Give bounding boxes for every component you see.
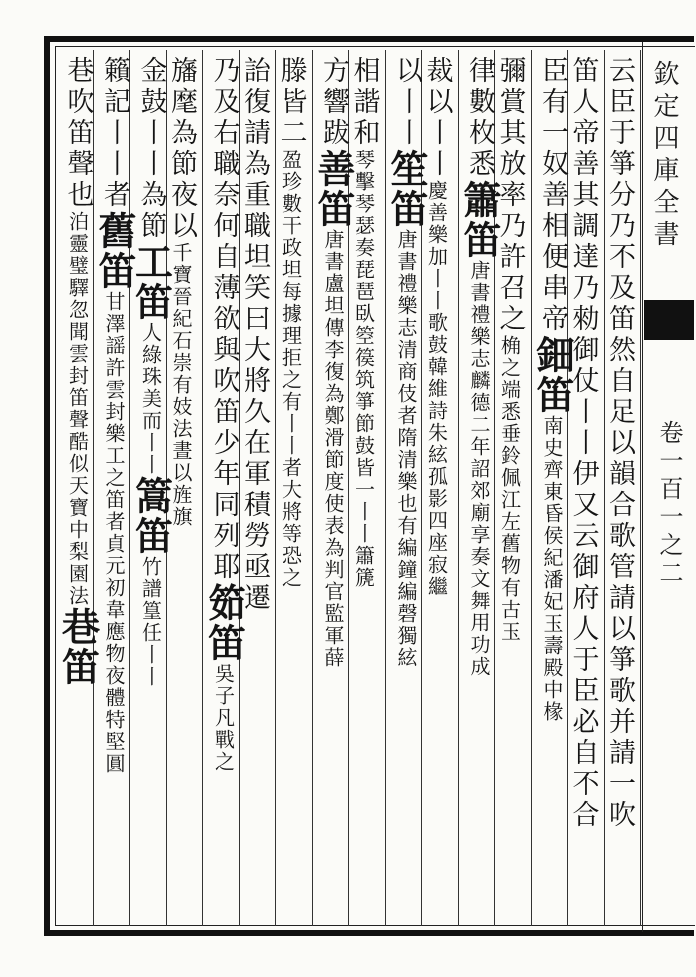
body-text: 臣有一奴善相便串帝 [537, 56, 568, 335]
text-column [494, 56, 526, 643]
margin-title: 欽定四庫全書 [649, 60, 679, 252]
entry-heading: 篙笛 [128, 476, 174, 556]
annotation-text: 人綠珠美而丨丨 [138, 322, 163, 476]
column-rule [640, 50, 641, 926]
annotation-text: 唐書盧坦傳李復為鄭滑節度使表為判官監軍薛 [321, 229, 345, 669]
entry-heading: 簫笛 [457, 180, 502, 260]
text-column [606, 56, 633, 831]
body-text: 笛人帝善其調達乃勑御仗丨丨伊又云御府人于臣必自不合 [567, 56, 599, 831]
body-text: 旛麾為節夜以 [166, 56, 197, 242]
body-text: 以丨丨 [391, 56, 422, 149]
body-text: 金鼓丨丨為節 [135, 56, 167, 242]
body-text: 籟記丨丨者 [99, 56, 130, 211]
column-rule [385, 50, 386, 926]
margin-volume-label: 卷一百一之二 [655, 420, 683, 588]
body-text: 律數枚悉 [464, 56, 495, 180]
text-column [421, 56, 453, 598]
entry-heading: 笙笛 [384, 149, 429, 229]
annotation-text: 吳子凡戰之 [211, 663, 236, 773]
text-column [311, 56, 356, 669]
column-rule [604, 50, 605, 926]
annotation-text: 唐書禮樂志麟德二年詔郊廟享奏文舞用功成 [467, 260, 491, 678]
entry-heading: 舊笛 [92, 211, 137, 291]
annotation-text: 甘澤謡許雲封樂工之笛者貞元初韋應物夜 [102, 291, 126, 687]
body-text: 裁以丨丨 [421, 56, 453, 180]
entry-heading: 工笛 [128, 242, 174, 322]
annotation-text: 法晝以旌旗 [169, 418, 193, 528]
column-rule [531, 50, 532, 926]
body-text: 彌賞其放率乃許召之 [494, 56, 526, 335]
entry-heading: 鈿笛 [530, 335, 575, 415]
annotation-text: 盈珍數干政坦每據理拒之有丨丨者大將等恐之 [278, 149, 303, 589]
text-column [457, 56, 502, 678]
entry-heading: 善笛 [311, 149, 356, 229]
annotation-text: 桷之端悉垂鈴佩江左舊物有古玉 [497, 335, 522, 643]
column-rule [275, 50, 276, 926]
text-column [348, 56, 380, 589]
body-text: 相諧和 [348, 56, 380, 149]
fishtail-mark [644, 300, 694, 340]
text-column [241, 56, 268, 614]
body-text: 乃及右職奈何自薄欲與吹笛少年同列耶 [208, 56, 240, 583]
text-column [128, 56, 174, 688]
annotation-text: 竹譜篁任丨丨 [138, 556, 163, 688]
text-column [275, 56, 307, 589]
body-text: 云臣于箏分乃不及笛然自足以韻合歌管請以箏歌并請一吹 [604, 56, 635, 831]
column-rule [312, 50, 313, 926]
entry-heading: 筎笛 [201, 583, 247, 663]
body-text: 詒復請為重職坦笑曰大將久在軍積勞亟遷 [239, 56, 270, 614]
text-column [530, 56, 575, 723]
column-rule [458, 50, 459, 926]
column-rule [202, 50, 203, 926]
annotation-text: 琴擊琴瑟奏琵琶臥箜篌筑箏節鼓皆一丨丨簫篪 [351, 149, 376, 589]
annotation-text: 南史齊東昏侯紀潘妃玉壽殿中椽 [540, 415, 564, 723]
annotation-text: 泊靈璧驛忽聞雲封笛聲酷似天寶中梨園法 [65, 211, 90, 607]
annotation-text: 唐書禮樂志清商伎者隋清樂也有編鐘編磬獨絃 [394, 229, 418, 669]
text-column [567, 56, 599, 831]
body-text: 滕皆二 [275, 56, 307, 149]
text-column [201, 56, 247, 773]
annotation-text: 體特堅圓 [102, 687, 126, 775]
entry-heading: 巷笛 [55, 607, 101, 687]
text-column [384, 56, 429, 669]
body-text: 巷吹笛聲也 [62, 56, 94, 211]
text-column [92, 56, 137, 775]
text-column [55, 56, 101, 687]
body-text: 方響跋 [318, 56, 349, 149]
annotation-text: 慶善樂加丨丨歌鼓韓維詩朱絃孤影四座寂繼 [424, 180, 449, 598]
annotation-text: 千寶晉紀石崇有妓 [169, 242, 193, 418]
